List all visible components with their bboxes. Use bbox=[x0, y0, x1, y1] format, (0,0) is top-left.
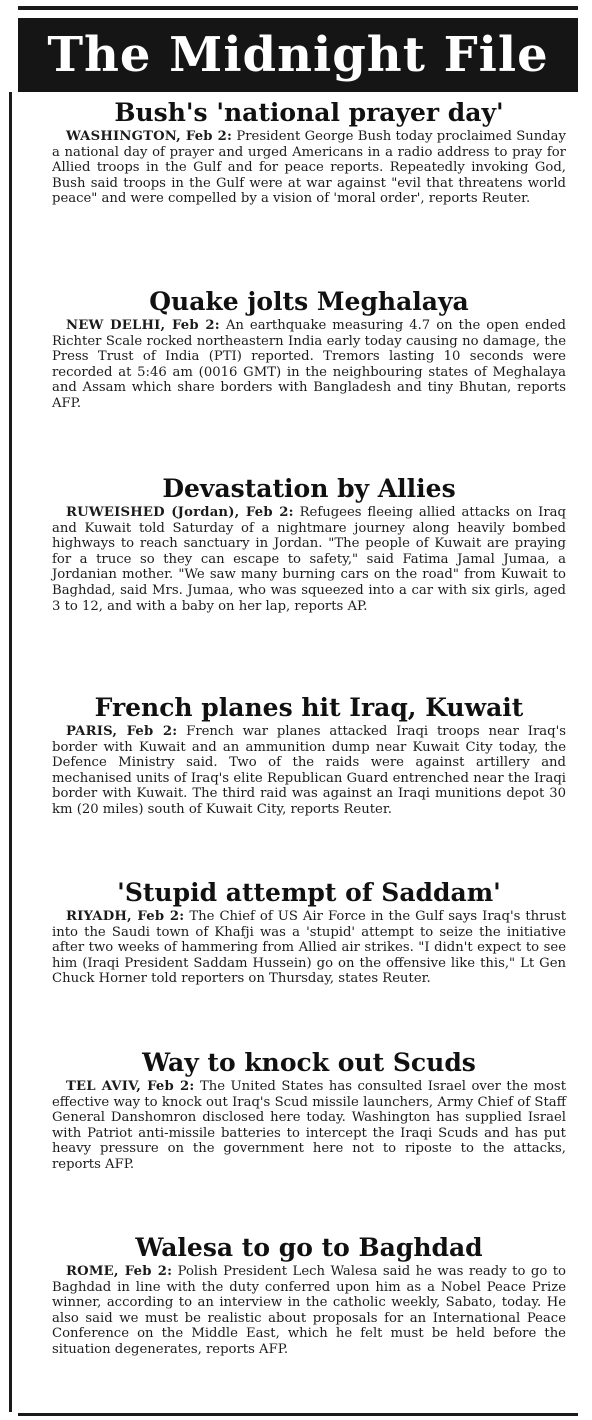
story-dateline: RUWEISHED (Jordan), Feb 2: bbox=[66, 505, 294, 520]
story-dateline: ROME, Feb 2: bbox=[66, 1264, 173, 1279]
story-body bbox=[52, 1264, 566, 1358]
story-text: French war planes attacked Iraqi troops near Iraq's border with Kuwait and an ammunition dump near Kuwait City today, the Defence Ministry said. Two of the raids were against artillery and mechanised units of Iraq's elite Republican Guard entrenched near the Iraqi border with Kuwait. The third raid was against an Iraqi munitions depot 30 km (20 miles) south of Kuwait City, reports Reuter. bbox=[52, 724, 566, 817]
bottom-rule bbox=[18, 1413, 578, 1416]
story-headline: Devastation by Allies bbox=[162, 474, 456, 503]
story-french-planes bbox=[52, 692, 566, 818]
story-text: President George Bush today proclaimed Sunday a national day of prayer and urged Americans in a radio address to pray for Allied troops in the Gulf and for peace reports. Repeatedly invoking God, Bush said troops in the Gulf were at war against "evil that threatens world peace" and were compelled by a vision of 'moral order', reports Reuter. bbox=[52, 129, 566, 207]
story-text: The United States has consulted Israel over the most effective way to knock out Iraq's Scud missile launchers, Army Chief of Staff General Danshomron disclosed here today. Washington has supplied Israel with Patriot anti-missile batteries to intercept the Iraqi Scuds and has put heavy pressure on the government here not to riposte to the attacks, reports AFP. bbox=[52, 1079, 566, 1172]
story-body bbox=[52, 505, 566, 614]
story-headline: 'Stupid attempt of Saddam' bbox=[117, 878, 501, 907]
story-body bbox=[52, 318, 566, 412]
story-dateline: NEW DELHI, Feb 2: bbox=[66, 318, 220, 333]
story-bush-prayer-day bbox=[52, 97, 566, 207]
story-headline: French planes hit Iraq, Kuwait bbox=[94, 693, 524, 722]
masthead-banner bbox=[18, 18, 578, 92]
story-body bbox=[52, 129, 566, 207]
story-headline: Quake jolts Meghalaya bbox=[149, 287, 469, 316]
story-dateline: WASHINGTON, Feb 2: bbox=[66, 129, 233, 144]
story-quake-meghalaya bbox=[52, 286, 566, 412]
story-dateline: PARIS, Feb 2: bbox=[66, 724, 178, 739]
story-walesa-baghdad bbox=[52, 1232, 566, 1358]
story-dateline: TEL AVIV, Feb 2: bbox=[66, 1079, 195, 1094]
story-text: Polish President Lech Walesa said he was ready to go to Baghdad in line with the duty conferred upon him as a Nobel Peace Prize winner, according to an interview in the catholic weekly, Sabato, today. He also said we must be realistic about proposals for an International Peace Conference on the Middle East, which he felt must be held before the situation degenerates, reports AFP. bbox=[52, 1264, 566, 1357]
story-dateline: RIYADH, Feb 2: bbox=[66, 909, 185, 924]
masthead-title: The Midnight File bbox=[47, 27, 549, 83]
story-knock-out-scuds bbox=[52, 1047, 566, 1173]
top-rule bbox=[18, 6, 578, 10]
story-headline: Way to knock out Scuds bbox=[142, 1048, 476, 1077]
story-devastation-allies bbox=[52, 473, 566, 614]
left-column-rule bbox=[9, 92, 12, 1412]
story-headline: Walesa to go to Baghdad bbox=[135, 1233, 483, 1262]
story-text: Refugees fleeing allied attacks on Iraq and Kuwait told Saturday of a nightmare journey along heavily bombed highways to reach sanctuary in Jordan. "The people of Kuwait are praying for a truce so they can escape to safety," said Fatima Jamal Jumaa, a Jordanian mother. "We saw many burning cars on the road" from Kuwait to Baghdad, said Mrs. Jumaa, who was squeezed into a car with six girls, aged 3 to 12, and with a baby on her lap, reports AP. bbox=[52, 505, 566, 614]
story-stupid-attempt-saddam bbox=[52, 877, 566, 987]
story-headline: Bush's 'national prayer day' bbox=[114, 98, 504, 127]
story-body bbox=[52, 909, 566, 987]
story-text: The Chief of US Air Force in the Gulf says Iraq's thrust into the Saudi town of Khafji was a 'stupid' attempt to seize the initiative after two weeks of hammering from Allied air strikes. "I didn't expect to see him (Iraqi President Saddam Hussein) go on the offensive like this," Lt Gen Chuck Horner told reporters on Thursday, states Reuter. bbox=[52, 909, 566, 987]
story-text: An earthquake measuring 4.7 on the open ended Richter Scale rocked northeastern India early today causing no damage, the Press Trust of India (PTI) reported. Tremors lasting 10 seconds were recorded at 5:46 am (0016 GMT) in the neighbouring states of Meghalaya and Assam which share borders with Bangladesh and tiny Bhutan, reports AFP. bbox=[52, 318, 566, 411]
story-body bbox=[52, 724, 566, 818]
story-body bbox=[52, 1079, 566, 1173]
